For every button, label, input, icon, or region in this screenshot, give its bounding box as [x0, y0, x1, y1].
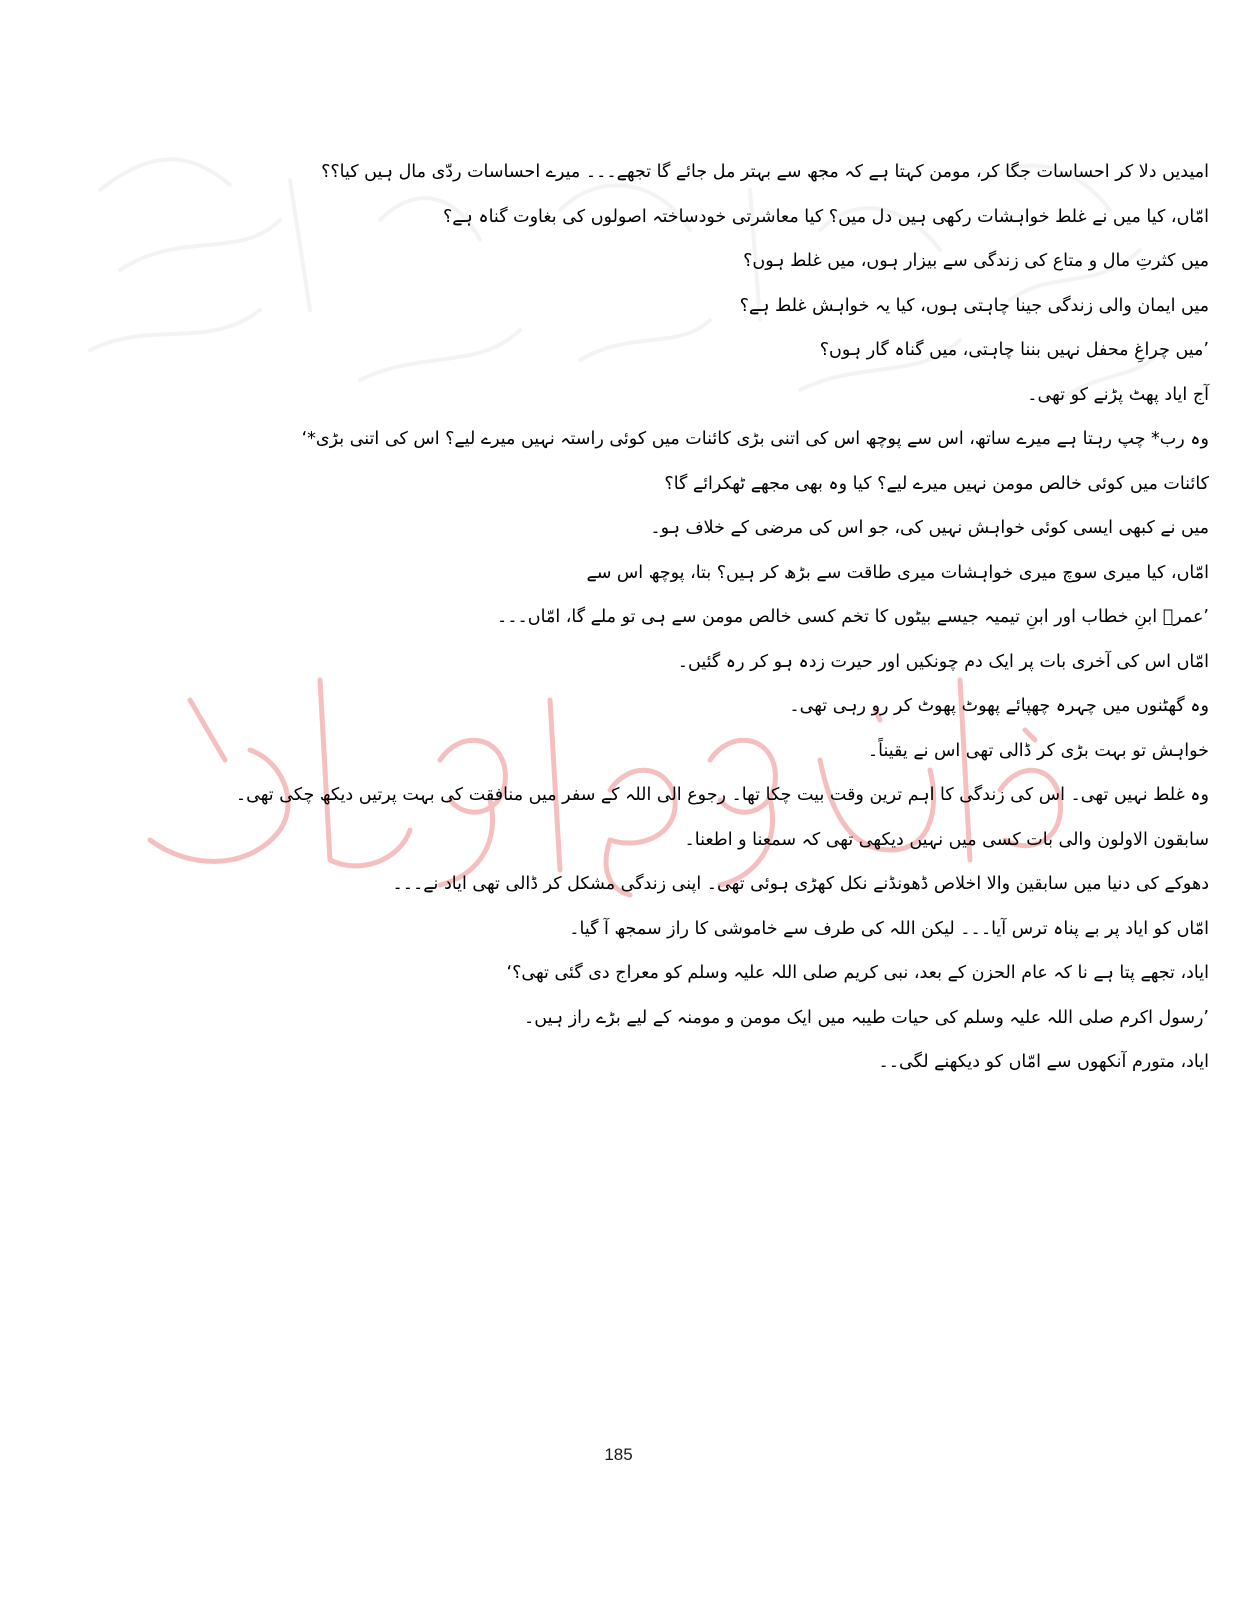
- page-number: 185: [604, 1445, 633, 1464]
- text-line: سابقون الاولون والی بات کسی میں نہیں دیکھی تھی کہ سمعنا و اطعنا۔: [684, 829, 1209, 850]
- text-line: امّاں اس کی آخری بات پر ایک دم چونکیں اور حیرت زدہ ہو کر رہ گئیں۔: [677, 651, 1209, 672]
- text-line: وہ رب* چپ رہتا ہے میرے ساتھ، اس سے پوچھ اس کی اتنی بڑی کائنات میں کوئی راستہ نہیں میرے لیے؟ اس کی اتنی بڑی*‘: [301, 429, 1209, 449]
- text-line: ’عمرؓ ابنِ خطاب اور ابنِ تیمیہ جیسے بیٹوں کا تخم کسی خالص مومن سے ہی تو ملے گا، امّاں۔۔۔: [497, 607, 1209, 627]
- text-line: میں کثرتِ مال و متاع کی زندگی سے بیزار ہوں، میں غلط ہوں؟: [743, 251, 1209, 271]
- urdu-text-body: [170, 150, 1209, 1085]
- text-line: امّاں، کیا میں نے غلط خواہشات رکھی ہیں دل میں؟ کیا معاشرتی خودساختہ اصولوں کی بغاوت گناہ ہے؟: [442, 206, 1209, 227]
- text-line: ایاد، تجھے پتا ہے نا کہ عام الحزن کے بعد، نبی کریم صلی اللہ علیہ وسلم کو معراج دی گئی تھی؟‘: [506, 963, 1209, 983]
- text-line: امیدیں دلا کر احساسات جگا کر، مومن کہتا ہے کہ مجھ سے بہتر مل جائے گا تجھے۔۔۔ میرے احساسات ردّی مال ہیں کیا؟؟: [321, 162, 1209, 182]
- text-line: خواہش تو بہت بڑی کر ڈالی تھی اس نے یقیناً۔: [867, 740, 1209, 761]
- text-line: وہ گھٹنوں میں چہرہ چھپائے پھوٹ پھوٹ کر رو رہی تھی۔: [789, 696, 1209, 716]
- text-line: امّاں، کیا میری سوچ میری خواہشات میری طاقت سے بڑھ کر ہیں؟ بتا، پوچھ اس سے: [586, 562, 1209, 583]
- text-line: آج ایاد پھٹ پڑنے کو تھی۔: [1027, 384, 1209, 405]
- text-line: امّاں کو ایاد پر بے پناہ ترس آیا۔۔۔ لیکن اللہ کی طرف سے خاموشی کا راز سمجھ آ گیا۔: [569, 918, 1209, 939]
- text-line: ایاد، متورم آنکھوں سے امّاں کو دیکھنے لگی۔۔: [878, 1052, 1209, 1072]
- text-line: ’میں چراغِ محفل نہیں بننا چاہتی، میں گناہ گار ہوں؟: [819, 340, 1209, 360]
- text-line: ’رسول اکرم صلی اللہ علیہ وسلم کی حیات طیبہ میں ایک مومن و مومنہ کے لیے بڑے راز ہیں۔: [524, 1007, 1209, 1028]
- text-line: وہ غلط نہیں تھی۔ اس کی زندگی کا اہم ترین وقت بیت چکا تھا۔ رجوع الی اللہ کے سفر میں منافقت کی بہت پرتیں دیکھ چکی تھی۔: [235, 785, 1209, 805]
- text-line: میں نے کبھی ایسی کوئی خواہش نہیں کی، جو اس کی مرضی کے خلاف ہو۔: [650, 518, 1209, 538]
- text-line: کائنات میں کوئی خالص مومن نہیں میرے لیے؟ کیا وہ بھی مجھے ٹھکرائے گا؟: [664, 473, 1209, 494]
- text-line: دھوکے کی دنیا میں سابقین والا اخلاص ڈھونڈنے نکل کھڑی ہوئی تھی۔ اپنی زندگی مشکل کر ڈالی تھی ایاد نے۔۔۔: [392, 874, 1209, 894]
- text-line: میں ایمان والی زندگی جینا چاہتی ہوں، کیا یہ خواہش غلط ہے؟: [739, 295, 1209, 316]
